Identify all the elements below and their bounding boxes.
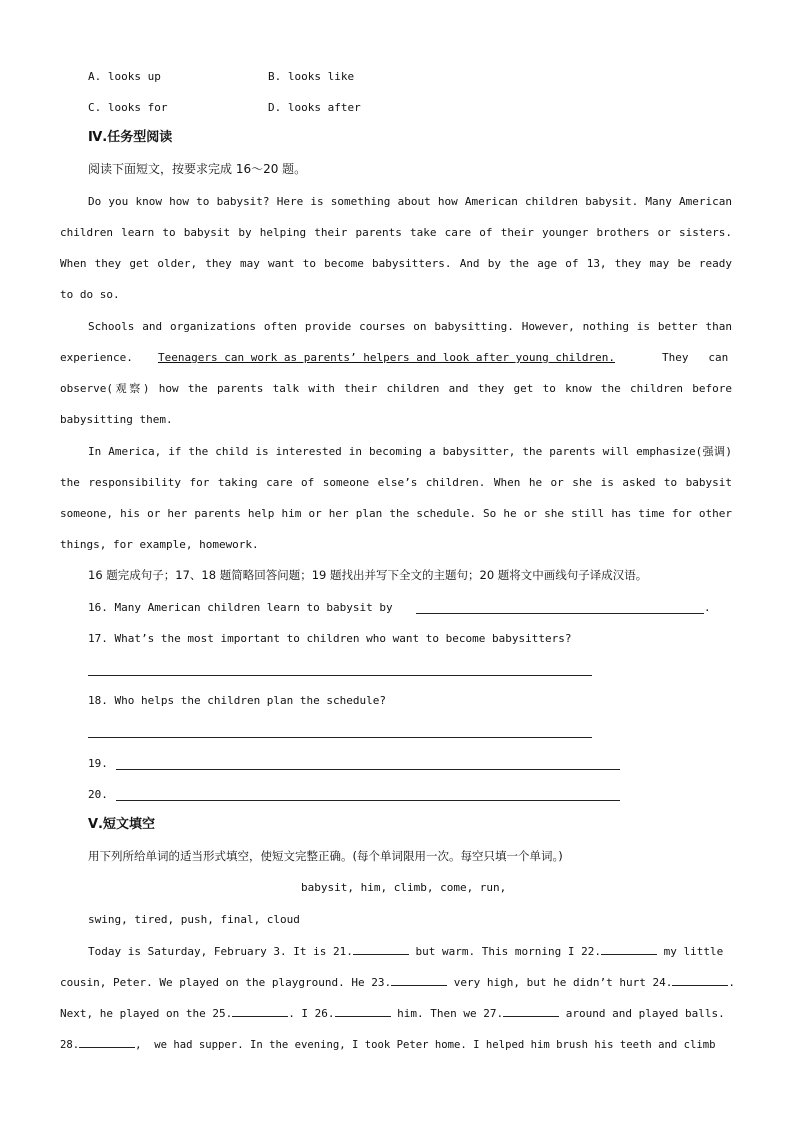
passage-2-line-3: observe(观察) how the parents talk with their children and they get to know the children before — [60, 382, 732, 395]
answer-line-19[interactable] — [116, 769, 620, 770]
passage-2-line-1: Schools and organizations often provide courses on babysitting. However, nothing is better than — [88, 320, 732, 333]
section-5-instruction: 用下列所给单词的适当形式填空，使短文完整正确。(每个单词限用一次。每空只填一个单词。) — [88, 849, 563, 863]
answer-line-16[interactable] — [416, 613, 704, 614]
task-instruction: 16 题完成句子；17、18 题简略回答问题；19 题找出并写下全文的主题句；20 题将文中画线句子译成汉语。 — [88, 568, 648, 582]
cloze-text: Next, he played on the 25. — [60, 1007, 233, 1020]
cloze-line-3 — [60, 1006, 725, 1021]
cloze-text: my little — [663, 945, 724, 958]
blank-28[interactable] — [79, 1037, 135, 1048]
question-18: 18. Who helps the children plan the schedule? — [88, 694, 387, 707]
cloze-text: 28. — [60, 1039, 80, 1051]
passage-1-line-4: to do so. — [60, 288, 120, 301]
option-a: A. looks up — [88, 70, 161, 83]
blank-22[interactable] — [601, 944, 657, 955]
passage-2-line-2-end: They can — [662, 351, 729, 364]
blank-26[interactable] — [335, 1006, 391, 1017]
question-17: 17. What’s the most important to children who want to become babysitters? — [88, 632, 572, 645]
section-4-title: Ⅳ.任务型阅读 — [88, 130, 173, 145]
passage-3-line-4: things, for example, homework. — [60, 538, 259, 551]
question-19: 19. — [88, 757, 108, 770]
answer-line-20[interactable] — [116, 800, 620, 801]
word-bank-line-2: swing, tired, push, final, cloud — [88, 913, 300, 926]
passage-2-line-2-start: experience. — [60, 351, 133, 364]
cloze-text: cousin, Peter. We played on the playground. He 23. — [60, 976, 392, 989]
answer-line-18[interactable] — [88, 737, 592, 738]
cloze-line-2 — [60, 975, 735, 990]
section-4-instruction: 阅读下面短文，按要求完成 16～20 题。 — [88, 162, 307, 176]
blank-27[interactable] — [503, 1006, 559, 1017]
section-5-title: Ⅴ.短文填空 — [88, 817, 155, 832]
passage-1-line-3: When they get older, they may want to become babysitters. And by the age of 13, they may be ready — [60, 257, 732, 270]
cloze-text: . I 26. — [288, 1007, 335, 1020]
cloze-line-4 — [60, 1037, 716, 1052]
passage-3-line-1: In America, if the child is interested in becoming a babysitter, the parents will emphasize(强调) — [88, 445, 732, 458]
question-16: 16. Many American children learn to babysit by — [88, 601, 393, 614]
passage-1-line-1 — [60, 195, 732, 209]
option-d: D. looks after — [268, 101, 361, 114]
cloze-text: . — [728, 976, 735, 989]
question-16-end: . — [704, 601, 711, 614]
answer-line-17[interactable] — [88, 675, 592, 676]
underlined-sentence: Teenagers can work as parents’ helpers and look after young children. — [158, 351, 615, 364]
blank-21[interactable] — [353, 944, 409, 955]
passage-3-line-3: someone, his or her parents help him or her plan the schedule. So he or she still has time for other — [60, 507, 732, 520]
cloze-text: him. Then we 27. — [397, 1007, 504, 1020]
cloze-line-1 — [88, 944, 723, 959]
cloze-text: Today is Saturday, February 3. It is 21. — [88, 945, 353, 958]
blank-23[interactable] — [391, 975, 447, 986]
question-20: 20. — [88, 788, 108, 801]
blank-24[interactable] — [672, 975, 728, 986]
option-b: B. looks like — [268, 70, 355, 83]
cloze-text: , we had supper. In the evening, I took Peter home. I helped him brush his teeth and climb — [135, 1039, 716, 1051]
cloze-text: around and played balls. — [565, 1007, 725, 1020]
passage-3-line-2: the responsibility for taking care of someone else’s children. When he or she is asked to babysit — [60, 476, 732, 489]
cloze-text: but warm. This morning I 22. — [415, 945, 601, 958]
cloze-text: very high, but he didn’t hurt 24. — [453, 976, 673, 989]
passage-text: Do you know how to babysit? Here is something about how American children babysit. Many American — [88, 195, 732, 208]
passage-2-line-4: babysitting them. — [60, 413, 173, 426]
option-c: C. looks for — [88, 101, 168, 114]
blank-25[interactable] — [232, 1006, 288, 1017]
word-bank-line-1: babysit, him, climb, come, run, — [301, 881, 507, 894]
passage-1-line-2: children learn to babysit by helping their parents take care of their younger brothers or sisters. — [60, 226, 732, 239]
